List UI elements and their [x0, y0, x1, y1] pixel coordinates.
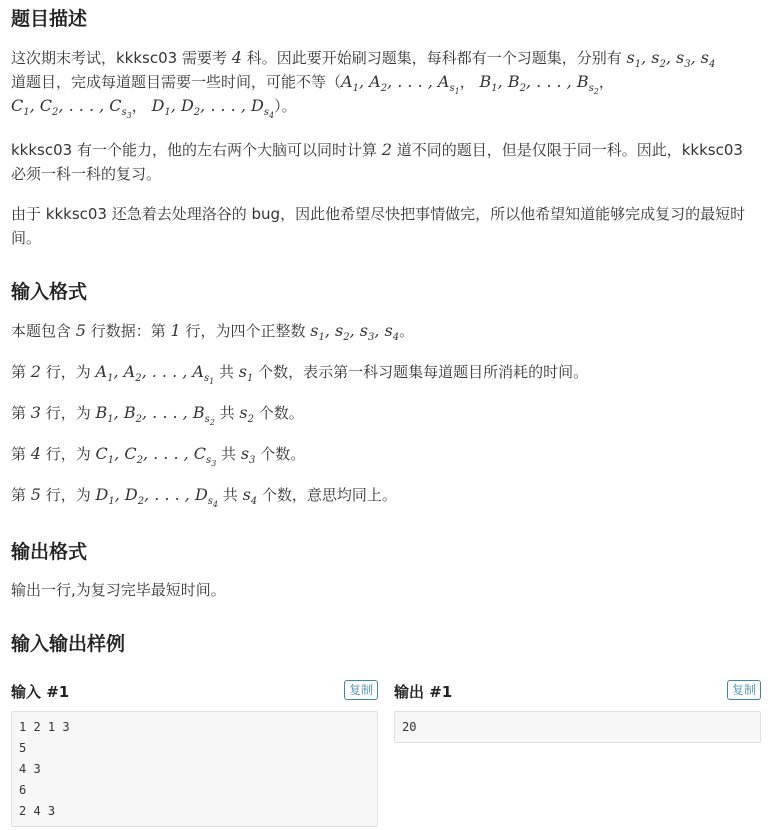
section-title-input-format: 输入格式: [11, 281, 88, 303]
sample-input-header: [11, 680, 378, 704]
sample-output-header: [394, 680, 761, 704]
input-format-line-4: 第 4 行，为 $C_1$, $C_2$, . . . , $C_{s_3}$ 共 $s_3$ 个数。: [11, 444, 306, 469]
copy-output-button[interactable]: 复制: [727, 680, 761, 700]
sample-output-code: 20: [394, 711, 761, 743]
input-format-line-3: 第 3 行，为 $B_1$, $B_2$, . . . , $B_{s_2}$ 共 $s_2$ 个数。: [11, 403, 304, 428]
description-paragraph-3: 由于 kkksc03 还急着去处理洛谷的 bug，因此他希望尽快把事情做完，所以他希望知道能够完成复习的最短时间。: [11, 205, 746, 247]
input-format-line-2: 第 2 行，为 $A_1$, $A_2$, . . . , $A_{s_1}$ 共 $s_1$ 个数，表示第一科习题集每道题目所消耗的时间。: [11, 362, 589, 387]
section-title-samples: 输入输出样例: [11, 633, 126, 655]
description-paragraph-2: kkksc03 有一个能力，他的左右两个大脑可以同时计算 2 道不同的题目，但是仅限于同一科。因此，kkksc03 必须一科一科的复习。: [11, 140, 743, 183]
sample-output-label: 输出 #1: [394, 683, 453, 701]
input-format-line-1: 本题包含 5 行数据：第 1 行，为四个正整数 $s_1$, $s_2$, $s_3$, $s_4$。: [11, 321, 415, 344]
section-title-output-format: 输出格式: [11, 541, 88, 563]
output-format-text: 输出一行,为复习完毕最短时间。: [11, 581, 226, 599]
sample-input-code: 1 2 1 3 5 4 3 6 2 4 3: [11, 711, 378, 827]
section-title-description: 题目描述: [11, 8, 88, 30]
sample-input-block: [11, 680, 378, 827]
input-format-line-5: 第 5 行，为 $D_1$, $D_2$, . . . , $D_{s_4}$ 共 $s_4$ 个数，意思均同上。: [11, 485, 397, 510]
description-paragraph-1: 这次期末考试，kkksc03 需要考 4 科。因此要开始刷习题集，每科都有一个习题集，分别有 $s_1$, $s_2$, $s_3$, $s_4$ 道题目，完成每道题目需要一些时间，可能不等（$A_1$, $A_2$, . . . , $A_{s_1}$， $B_1$, $B_2$, . . . , $B_{s_2}$， $C_1$, $C_2$, . . . , $C_{s_3}$， $D_1$, $D_2$, . . . , $D_{s_4}$）。: [11, 48, 716, 121]
copy-input-button[interactable]: 复制: [344, 680, 378, 700]
sample-input-label: 输入 #1: [11, 683, 70, 701]
sample-output-block: [394, 680, 761, 743]
